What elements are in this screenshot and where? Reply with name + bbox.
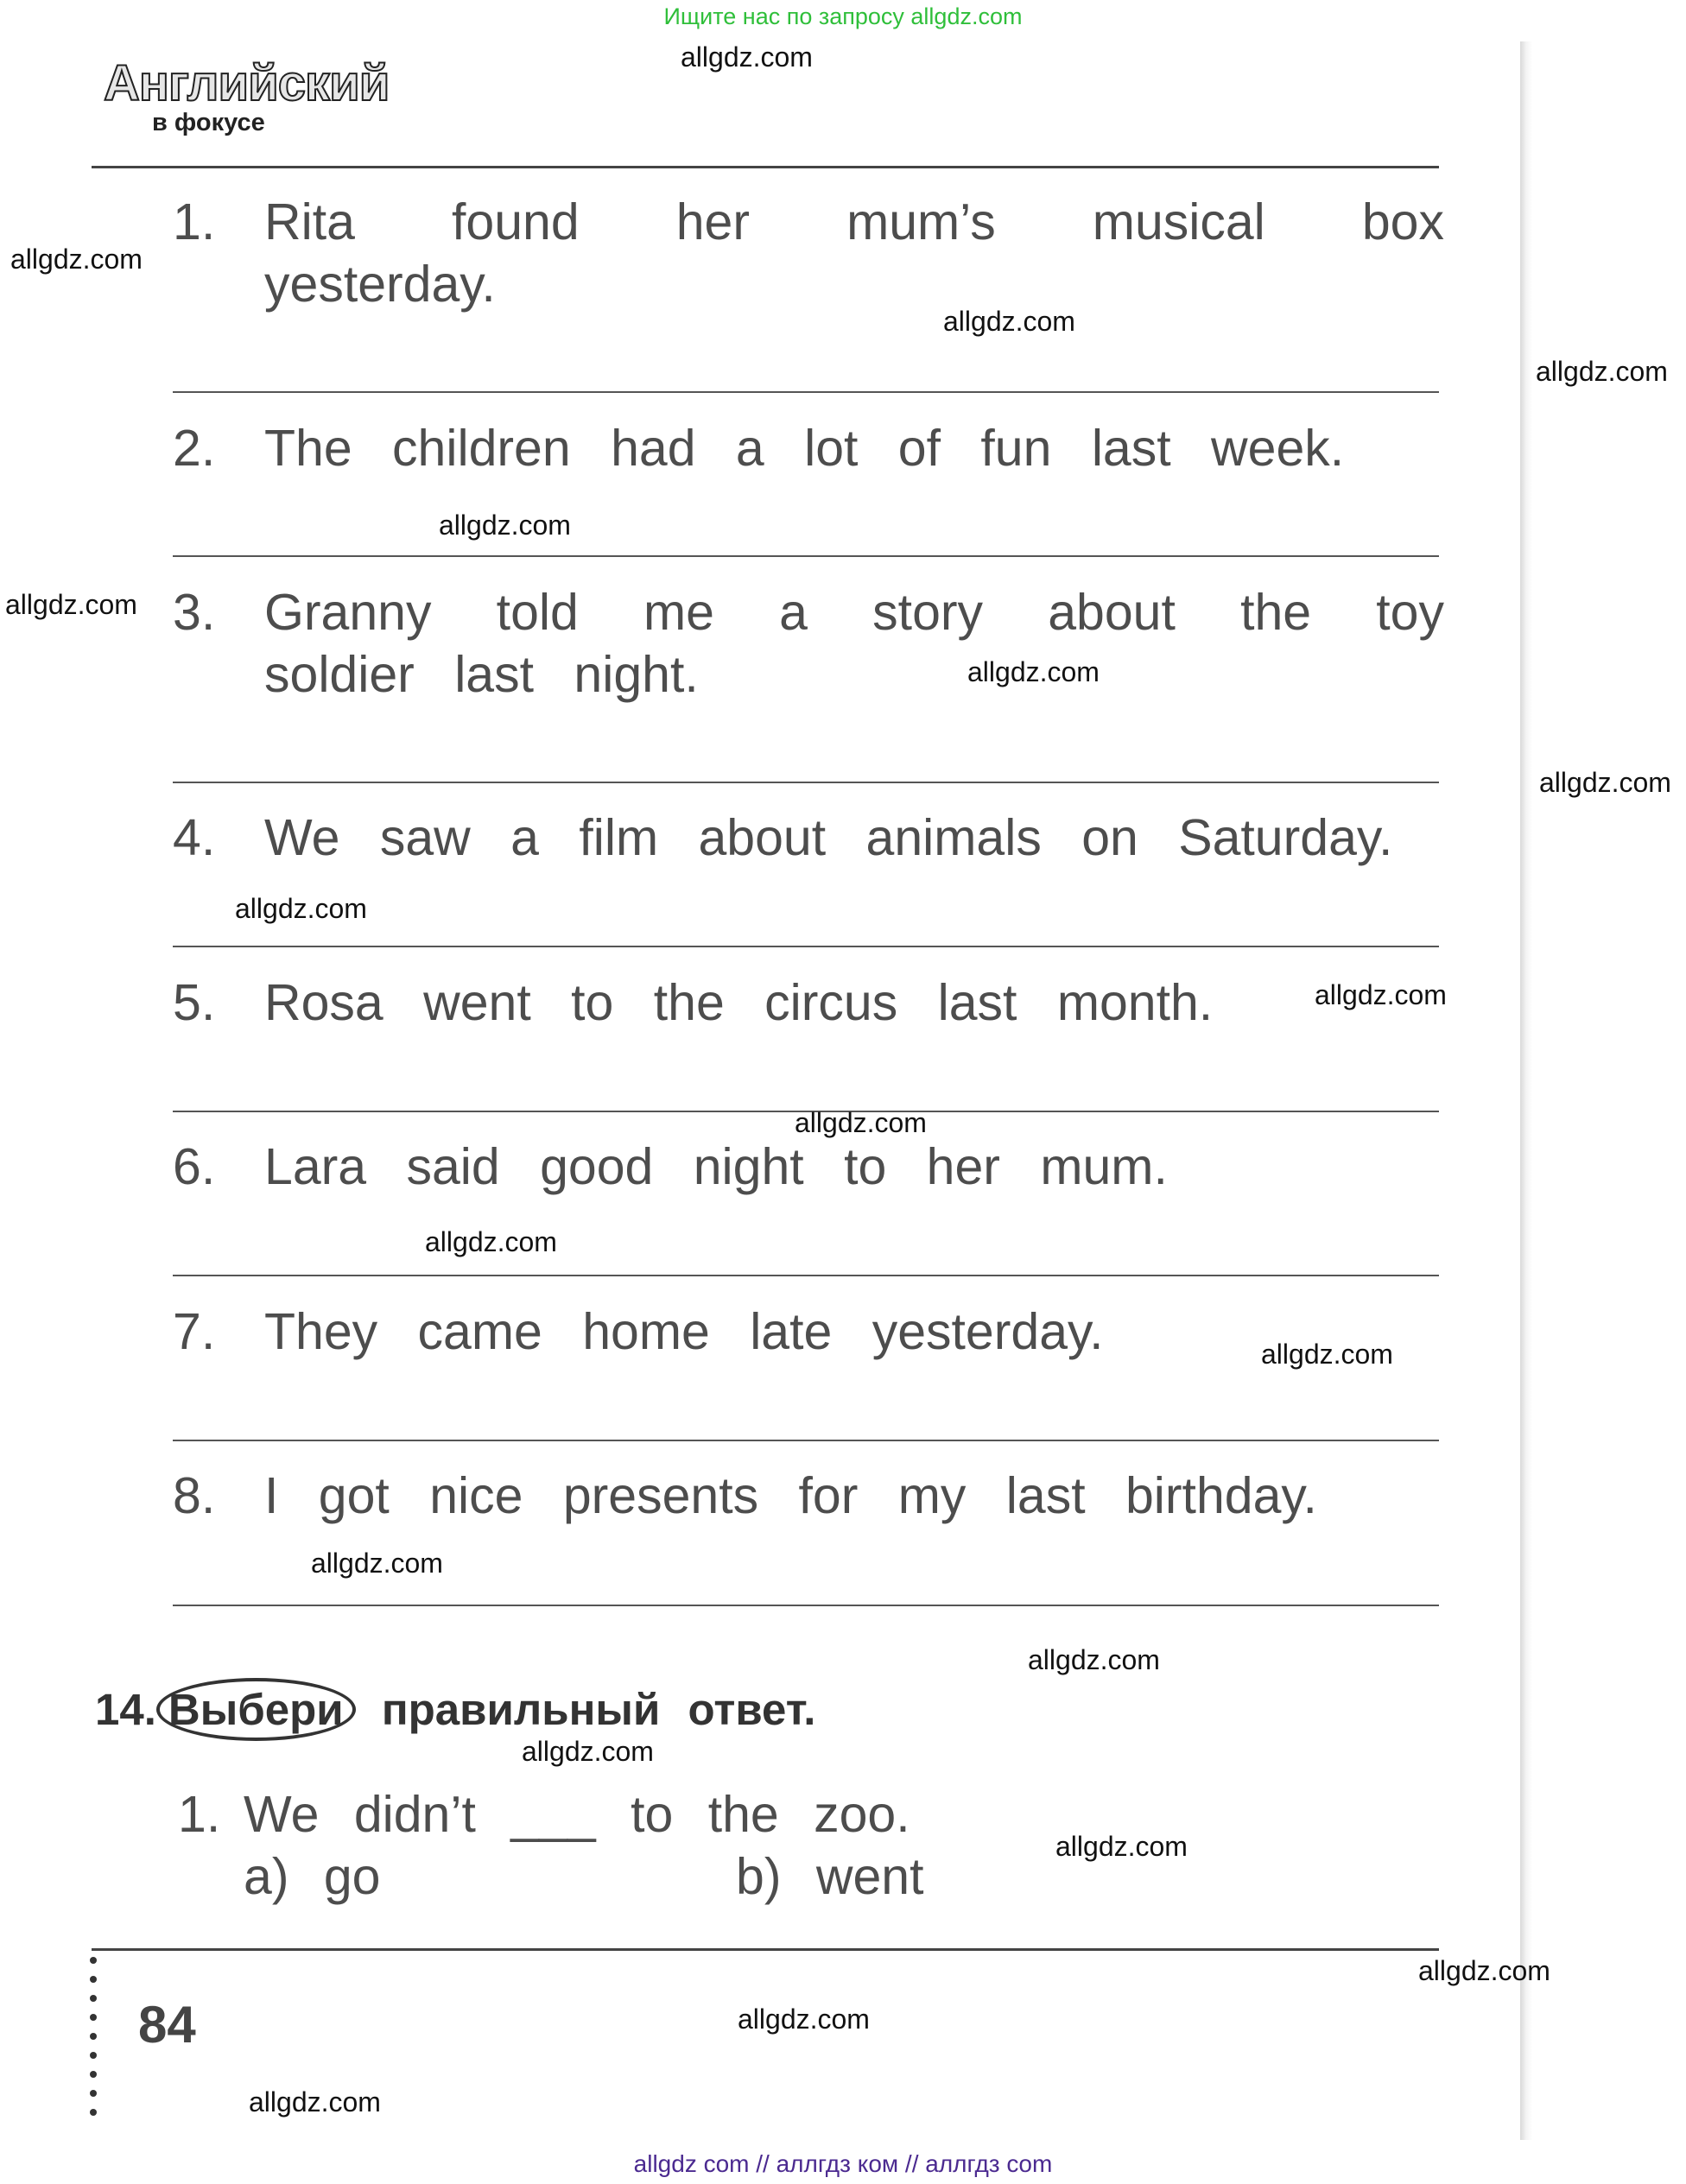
answer-line	[173, 391, 1439, 393]
logo-subtitle: в фокусе	[152, 109, 265, 136]
sentence-text: We saw a film about animals on Saturday.	[264, 809, 1393, 866]
watermark: allgdz.com	[1315, 979, 1447, 1010]
book-logo	[104, 57, 389, 135]
sentence-number: 3.	[173, 584, 216, 641]
sentence-text: I got nice presents for my last birthday.	[264, 1467, 1317, 1524]
sentence-number: 8.	[173, 1467, 216, 1524]
option-b: b) went	[736, 1848, 924, 1905]
page-number: 84	[138, 1996, 196, 2054]
watermark: allgdz.com	[1028, 1644, 1160, 1675]
sentence-number: 7.	[173, 1303, 216, 1360]
sentence-number: 1.	[173, 193, 216, 250]
sentence-1	[173, 192, 1442, 321]
exercise-question-1	[178, 1784, 1042, 1914]
option-a: a) go	[244, 1848, 381, 1905]
sentence-number: 5.	[173, 974, 216, 1031]
exercise-instruction: правильный ответ.	[381, 1685, 816, 1734]
answer-line	[173, 1275, 1439, 1276]
sentence-text: Rosa went to the circus last month.	[264, 974, 1214, 1031]
sentence-3	[173, 582, 1442, 712]
binding-dots	[90, 1957, 98, 2130]
site-banner[interactable]: Ищите нас по запросу allgdz.com	[663, 3, 1023, 29]
sentence-text-line2: soldier last night.	[264, 646, 699, 703]
question-text: We didn’t ___ to the zoo.	[244, 1786, 910, 1843]
answer-line	[173, 1440, 1439, 1441]
exercise-number: 14.	[95, 1685, 156, 1734]
watermark: allgdz.com	[5, 589, 137, 620]
answer-line	[173, 1605, 1439, 1606]
sentence-5	[173, 972, 1442, 1037]
watermark: allgdz.com	[738, 2004, 870, 2035]
watermark: allgdz.com	[439, 510, 571, 541]
sentence-number: 6.	[173, 1138, 216, 1195]
watermark: allgdz.com	[1261, 1339, 1393, 1370]
sentence-text: Lara said good night to her mum.	[264, 1138, 1168, 1195]
logo-title: Английский	[104, 55, 390, 111]
sentence-text: Rita found her mum’s musical box	[264, 193, 1444, 250]
watermark: allgdz.com	[522, 1736, 654, 1767]
answer-line	[173, 555, 1439, 557]
watermark: allgdz.com	[943, 306, 1075, 337]
watermark: allgdz.com	[1536, 356, 1668, 387]
question-number: 1.	[178, 1786, 221, 1843]
sentence-number: 2.	[173, 420, 216, 477]
watermark: allgdz.com	[1418, 1955, 1550, 1986]
answer-line	[173, 946, 1439, 947]
watermark: allgdz.com	[10, 244, 143, 275]
header-rule	[92, 166, 1439, 168]
sentence-text-line2: yesterday.	[264, 256, 496, 313]
page-edge-shadow	[1520, 41, 1532, 2140]
watermark: allgdz.com	[235, 893, 367, 924]
watermark: allgdz.com	[311, 1548, 443, 1579]
watermark: allgdz.com	[1539, 767, 1671, 798]
footer-rule	[92, 1948, 1439, 1951]
answer-line	[173, 782, 1439, 783]
footer-links[interactable]: allgdz com // аллгдз ком // аллгдз com	[633, 2150, 1053, 2177]
exercise-14-heading	[95, 1684, 815, 1735]
watermark: allgdz.com	[249, 2086, 381, 2118]
sentence-8	[173, 1465, 1442, 1530]
sentence-4	[173, 807, 1442, 872]
watermark: allgdz.com	[681, 41, 813, 73]
sentence-6	[173, 1136, 1442, 1201]
sentence-2	[173, 418, 1442, 483]
watermark: allgdz.com	[795, 1107, 927, 1138]
sentence-7	[173, 1301, 1442, 1366]
watermark: allgdz.com	[1055, 1831, 1188, 1862]
watermark: allgdz.com	[967, 656, 1100, 687]
sentence-text: Granny told me a story about the toy	[264, 584, 1444, 641]
sentence-number: 4.	[173, 809, 216, 866]
sentence-text: The children had a lot of fun last week.	[264, 420, 1345, 477]
watermark: allgdz.com	[425, 1226, 557, 1257]
circled-word: Выбери	[156, 1678, 356, 1741]
sentence-text: They came home late yesterday.	[264, 1303, 1104, 1360]
